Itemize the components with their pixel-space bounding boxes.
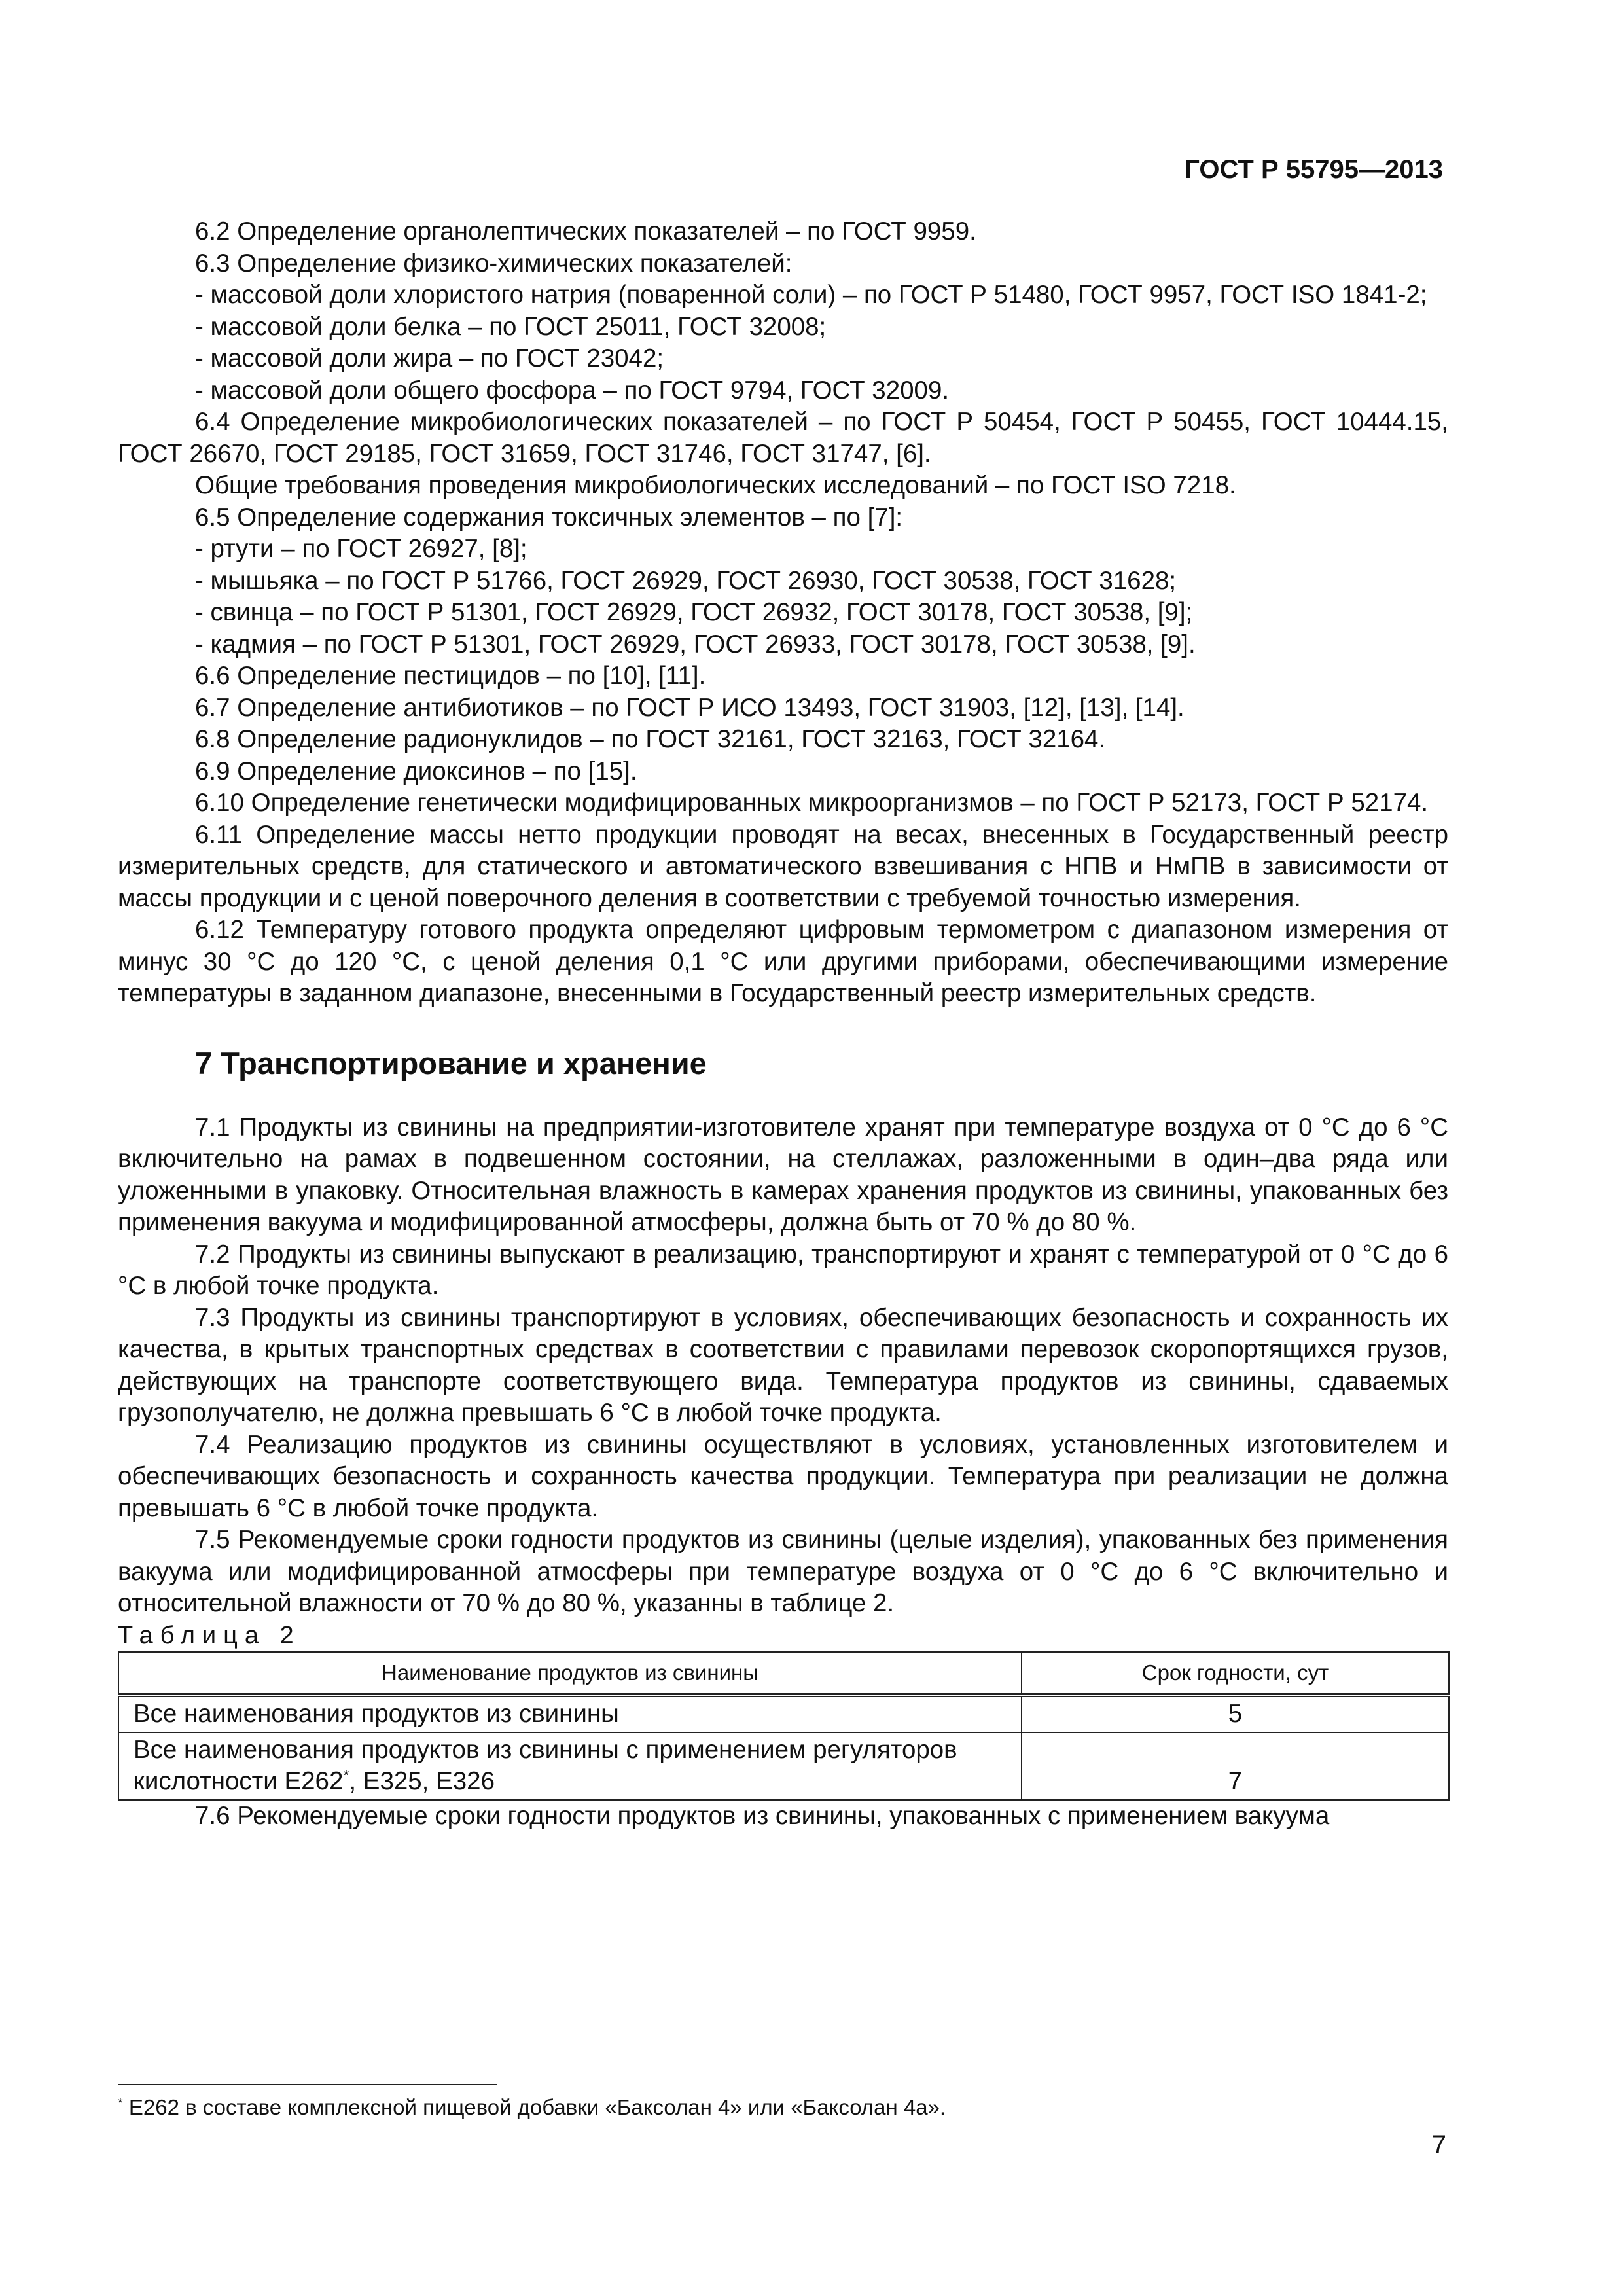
table-header-shelf-life: Срок годности, сут xyxy=(1022,1652,1449,1695)
paragraph: - свинца – по ГОСТ Р 51301, ГОСТ 26929, ГОСТ 26932, ГОСТ 30178, ГОСТ 30538, [9]; xyxy=(195,598,1193,626)
table-cell-product: Все наименования продуктов из свинины xyxy=(118,1695,1022,1732)
section-6-list xyxy=(118,216,1448,1010)
table-caption: Таблица 2 xyxy=(118,1621,301,1649)
paragraph: 6.9 Определение диоксинов – по [15]. xyxy=(195,757,637,785)
table-cell-product xyxy=(118,1732,1022,1800)
table-row xyxy=(118,1695,1449,1732)
footnote-text: E262 в составе комплексной пищевой добавки «Баксолан 4» или «Баксолан 4а». xyxy=(122,2095,946,2119)
paragraph: 6.3 Определение физико-химических показателей: xyxy=(195,249,793,278)
footnote xyxy=(118,2093,946,2122)
product-name-suffix: , E325, E326 xyxy=(349,1767,495,1795)
table-cell-days: 5 xyxy=(1022,1695,1449,1732)
paragraph: 6.6 Определение пестицидов – по [10], [11]. xyxy=(195,662,706,690)
paragraph: - массовой доли белка – по ГОСТ 25011, ГОСТ 32008; xyxy=(195,312,827,341)
paragraph-7-6: 7.6 Рекомендуемые сроки годности продуктов из свинины, упакованных с применением вакуума xyxy=(195,1801,1330,1830)
footnote-divider xyxy=(118,2084,497,2085)
paragraph: 6.10 Определение генетически модифицированных микроорганизмов – по ГОСТ Р 52173, ГОСТ Р 52174. xyxy=(195,789,1429,817)
paragraph: 6.7 Определение антибиотиков – по ГОСТ Р ИСО 13493, ГОСТ 31903, [12], [13], [14]. xyxy=(195,693,1185,722)
footnote-mark: * xyxy=(118,2096,123,2110)
paragraph: 6.12 Температуру готового продукта определяют цифровым термометром с диапазоном измерения от минус 30 °С до 120 °С, с ценой деления 0,1 °С или другими приборами, обеспечивающими измерение температуры в заданном диапазоне, внесенными в Государственный реестр измерительных средств. xyxy=(118,916,1448,1007)
product-name-prefix: Все наименования продуктов из свинины с применением регуляторов кислотности E262 xyxy=(134,1735,957,1795)
table-cell-days: 7 xyxy=(1022,1732,1449,1800)
paragraph: 6.5 Определение содержания токсичных элементов – по [7]: xyxy=(195,503,903,531)
standard-id-header: ГОСТ Р 55795—2013 xyxy=(1185,155,1443,184)
paragraph: 7.5 Рекомендуемые сроки годности продуктов из свинины (целые изделия), упакованных без применения вакуума или модифицированной атмосферы при температуре воздуха от 0 °С до 6 °С включительно и относительной влажности от 70 % до 80 %, указанны в таблице 2. xyxy=(118,1526,1448,1617)
storage-table xyxy=(118,1651,1450,1801)
page-content xyxy=(118,216,1448,1832)
paragraph: - мышьяка – по ГОСТ Р 51766, ГОСТ 26929, ГОСТ 26930, ГОСТ 30538, ГОСТ 31628; xyxy=(195,566,1177,595)
paragraph: - кадмия – по ГОСТ Р 51301, ГОСТ 26929, ГОСТ 26933, ГОСТ 30178, ГОСТ 30538, [9]. xyxy=(195,630,1196,658)
paragraph: 6.4 Определение микробиологических показателей – по ГОСТ Р 50454, ГОСТ Р 50455, ГОСТ 10444.15, ГОСТ 26670, ГОСТ 29185, ГОСТ 31659, ГОСТ 31746, ГОСТ 31747, [6]. xyxy=(118,408,1448,468)
section-7-list xyxy=(118,1112,1448,1620)
section-7-title: 7 Транспортирование и хранение xyxy=(195,1045,707,1081)
paragraph: 6.2 Определение органолептических показателей – по ГОСТ 9959. xyxy=(195,217,976,245)
paragraph: - массовой доли общего фосфора – по ГОСТ 9794, ГОСТ 32009. xyxy=(195,376,950,404)
paragraph: 7.3 Продукты из свинины транспортируют в условиях, обеспечивающих безопасность и сохранность их качества, в крытых транспортных средствах в соответствии с правилами перевозок скоропортящихся грузов, действующих на транспорте соответствующего вида. Температура продуктов из свинины, сдаваемых грузополучателю, не должна превышать 6 °С в любой точке продукта. xyxy=(118,1303,1448,1427)
table-row xyxy=(118,1732,1449,1800)
paragraph: 7.4 Реализацию продуктов из свинины осуществляют в условиях, установленных изготовителем и обеспечивающих безопасность и сохранность качества продукции. Температура при реализации не должна превышать 6 °С в любой точке продукта. xyxy=(118,1430,1448,1522)
paragraph: 6.11 Определение массы нетто продукции проводят на весах, внесенных в Государственный реестр измерительных средств, для статического и автоматического взвешивания с НПВ и НмПВ в зависимости от массы продукции и с ценой поверочного деления в соответствии с требуемой точностью измерения. xyxy=(118,820,1448,912)
footnote-ref: * xyxy=(343,1767,349,1784)
paragraph: 7.1 Продукты из свинины на предприятии-изготовителе хранят при температуре воздуха от 0 °С до 6 °С включительно на рамах в подвешенном состоянии, на стеллажах, разложенными в один–два ряда или уложенными в упаковку. Относительная влажность в камерах хранения продуктов из свинины, упакованных без применения вакуума и модифицированной атмосферы, должна быть от 70 % до 80 %. xyxy=(118,1113,1448,1236)
page-number: 7 xyxy=(1431,2130,1446,2159)
table-header-product: Наименование продуктов из свинины xyxy=(118,1652,1022,1695)
paragraph: 6.8 Определение радионуклидов – по ГОСТ 32161, ГОСТ 32163, ГОСТ 32164. xyxy=(195,725,1106,753)
paragraph: - ртути – по ГОСТ 26927, [8]; xyxy=(195,535,527,563)
paragraph: - массовой доли хлористого натрия (поваренной соли) – по ГОСТ Р 51480, ГОСТ 9957, ГОСТ ISO 1841-2; xyxy=(195,281,1427,309)
table-header-row xyxy=(118,1652,1449,1695)
paragraph: Общие требования проведения микробиологических исследований – по ГОСТ ISO 7218. xyxy=(195,471,1236,499)
paragraph: 7.2 Продукты из свинины выпускают в реализацию, транспортируют и хранят с температурой от 0 °С до 6 °С в любой точке продукта. xyxy=(118,1240,1448,1300)
paragraph: - массовой доли жира – по ГОСТ 23042; xyxy=(195,344,664,372)
